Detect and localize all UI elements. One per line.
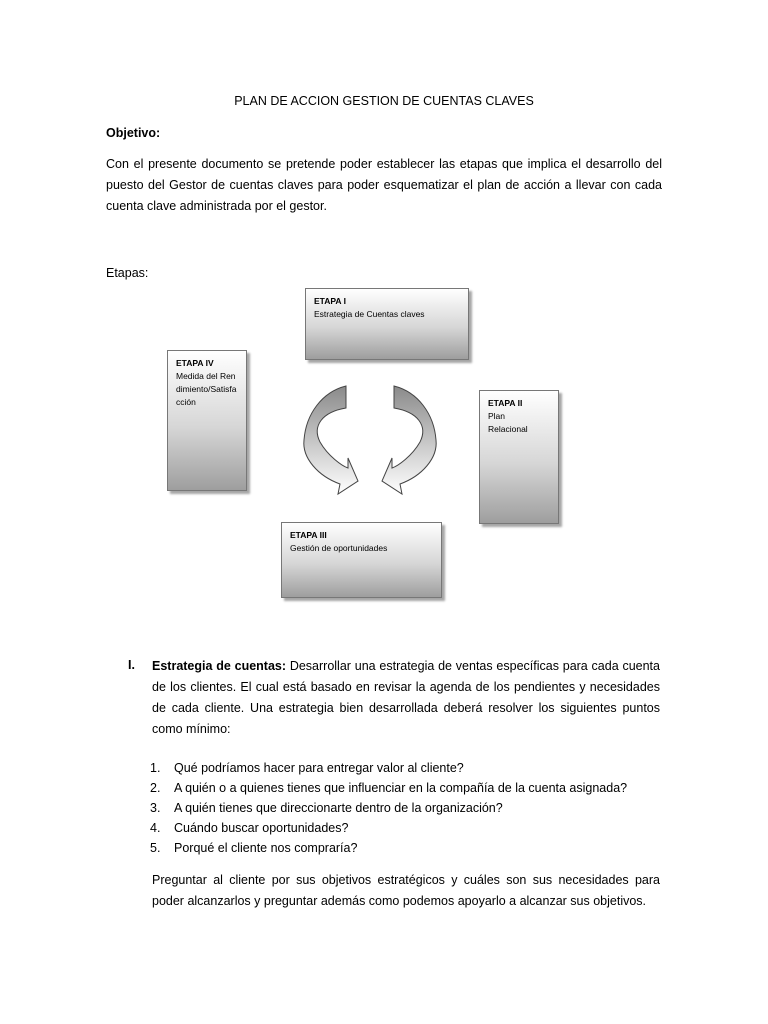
list-item-number: 1. [150, 761, 161, 775]
list-item [150, 758, 464, 778]
list-item-number: 2. [150, 781, 161, 795]
list-item [150, 838, 357, 858]
objective-heading: Objetivo: [106, 126, 161, 140]
stage-2-text: Plan Relacional [488, 411, 528, 434]
list-item-number: 4. [150, 821, 161, 835]
document-title: PLAN DE ACCION GESTION DE CUENTAS CLAVES [234, 94, 534, 108]
section-1-text: Desarrollar una estrategia de ventas específicas para cada cuenta de los clientes. El cual está basado en revisar la agenda de los pendientes y necesidades de cada cliente. Una estrategia bien desarrollada deberá resolver los siguientes puntos como mínimo: [152, 659, 660, 736]
list-item-text: Cuándo buscar oportunidades? [174, 821, 349, 835]
stage-4-text: Medida del Rendimiento/Satisfacción [176, 371, 237, 407]
stage-1-box [305, 288, 469, 360]
stage-2-box [479, 390, 559, 524]
list-item-text: Porqué el cliente nos compraría? [174, 841, 358, 855]
stage-4-box [167, 350, 247, 491]
section-1-heading: Estrategia de cuentas: [152, 659, 287, 673]
objective-paragraph: Con el presente documento se pretende poder establecer las etapas que implica el desarrollo del puesto del Gestor de cuentas claves para poder esquematizar el plan de acción a llevar con cada cuenta clave administrada por el gestor. [106, 157, 662, 213]
stage-3-box [281, 522, 442, 598]
stage-3-text: Gestión de oportunidades [290, 543, 388, 553]
stage-4-tag: ETAPA IV [176, 358, 214, 368]
stage-1-text: Estrategia de Cuentas claves [314, 309, 425, 319]
stage-2-tag: ETAPA II [488, 398, 523, 408]
section-1-number: I. [128, 658, 135, 672]
list-item-number: 3. [150, 801, 161, 815]
section-1-closing: Preguntar al cliente por sus objetivos estratégicos y cuáles son sus necesidades para poder alcanzarlos y preguntar además como podemos apoyarlo a alcanzar sus objetivos. [152, 873, 660, 908]
list-item [150, 778, 627, 798]
stage-3-tag: ETAPA III [290, 530, 327, 540]
cycle-arrows-icon [300, 384, 450, 500]
list-item-text: A quién tienes que direccionarte dentro de la organización? [174, 801, 503, 815]
list-item-text: Qué podríamos hacer para entregar valor al cliente? [174, 761, 464, 775]
stages-label: Etapas: [106, 266, 149, 280]
stage-1-tag: ETAPA I [314, 296, 346, 306]
list-item-number: 5. [150, 841, 161, 855]
list-item-text: A quién o a quienes tienes que influenciar en la compañía de la cuenta asignada? [174, 781, 628, 795]
section-1-paragraph [152, 656, 660, 740]
list-item [150, 798, 503, 818]
list-item [150, 818, 348, 838]
